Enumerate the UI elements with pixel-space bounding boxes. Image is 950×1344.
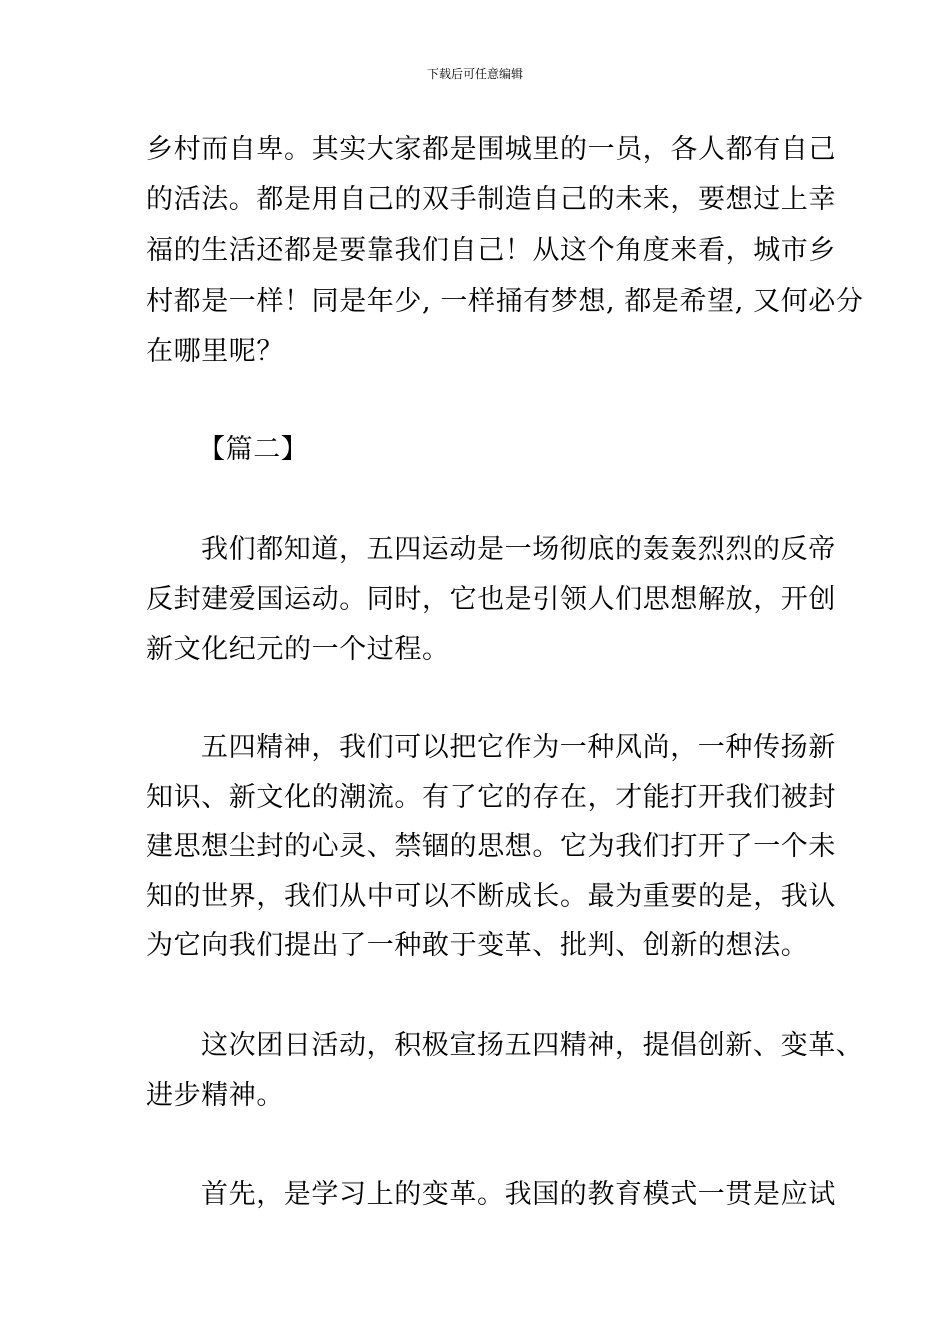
paragraph-line: 知识、新文化的潮流。有了它的存在，才能打开我们被封 bbox=[146, 782, 836, 813]
section-heading: 【篇二】 bbox=[198, 434, 309, 465]
paragraph-line: 我们都知道，五四运动是一场彻底的轰轰烈烈的反帝 bbox=[201, 534, 836, 565]
paragraph-line: 建思想尘封的心灵、禁锢的思想。它为我们打开了一个未 bbox=[146, 831, 836, 862]
paragraph-line: 为它向我们提出了一种敢于变革、批判、创新的想法。 bbox=[146, 930, 809, 961]
paragraph-line: 进步精神。 bbox=[146, 1080, 284, 1111]
paragraph-line: 反封建爱国运动。同时，它也是引领人们思想解放，开创 bbox=[146, 584, 836, 615]
paragraph-line: 的活法。都是用自己的双手制造自己的未来，要想过上幸 bbox=[146, 184, 836, 215]
page-header: 下载后可任意编辑 bbox=[426, 67, 523, 81]
paragraph-line: 五四精神，我们可以把它作为一种风尚，一种传扬新 bbox=[201, 732, 836, 763]
paragraph-line: 知的世界，我们从中可以不断成长。最为重要的是，我认 bbox=[146, 881, 836, 912]
paragraph-line: 新文化纪元的一个过程。 bbox=[146, 634, 450, 665]
paragraph-line: 福的生活还都是要靠我们自己！从这个角度来看，城市乡 bbox=[146, 235, 836, 266]
paragraph-line: 乡村而自卑。其实大家都是围城里的一员，各人都有自己 bbox=[146, 134, 836, 165]
paragraph-line: 这次团日活动，积极宣扬五四精神，提倡创新、变革、 bbox=[201, 1030, 864, 1061]
paragraph-line: 首先，是学习上的变革。我国的教育模式一贯是应试 bbox=[201, 1179, 836, 1210]
paragraph-line: 村都是一样！同是年少, 一样捅有梦想, 都是希望, 又何必分 bbox=[146, 286, 864, 317]
paragraph-line: 在哪里呢？ bbox=[146, 336, 284, 367]
